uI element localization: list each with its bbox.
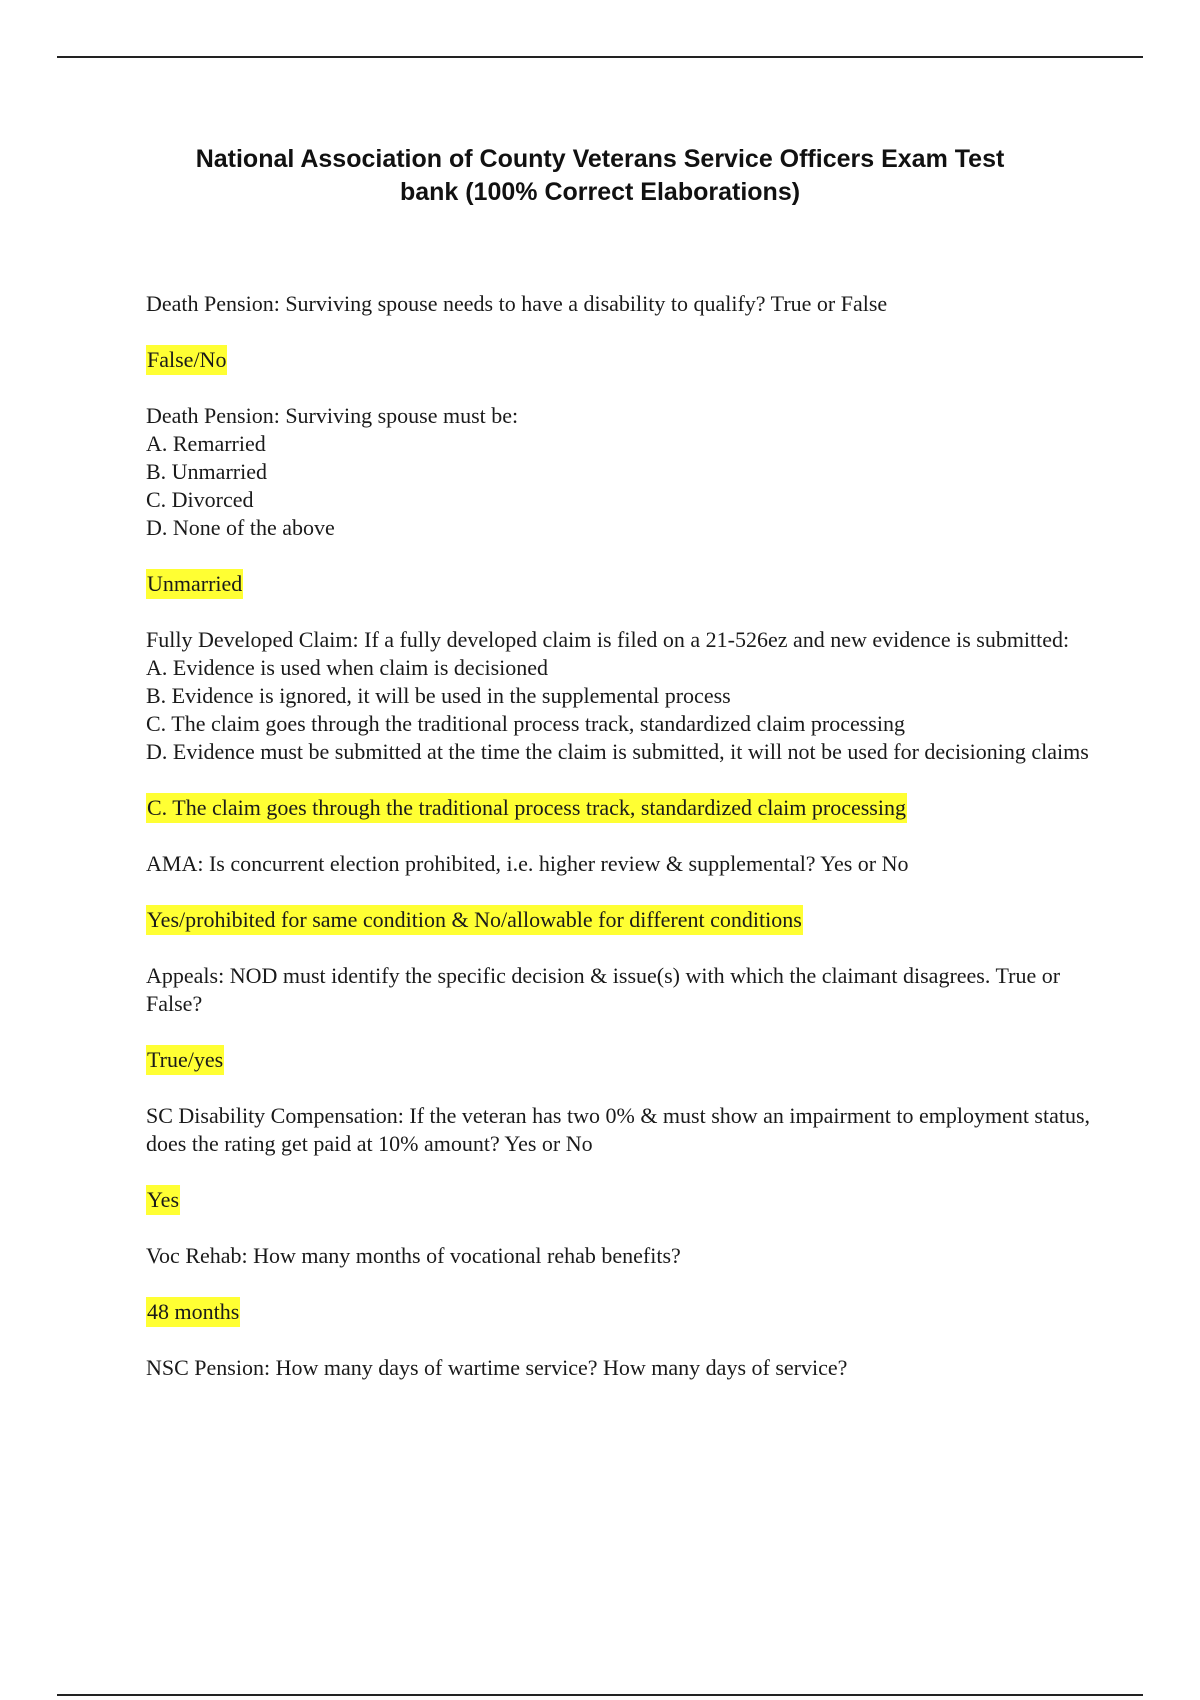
option-item: B. Unmarried	[146, 459, 267, 484]
option-list	[146, 654, 1091, 766]
qa-item-3	[146, 626, 1091, 822]
question-text: Voc Rehab: How many months of vocational rehab benefits?	[146, 1243, 681, 1268]
answer-text	[146, 906, 1091, 934]
option-item: C. Divorced	[146, 487, 254, 512]
question-text: NSC Pension: How many days of wartime service? How many days of service?	[146, 1355, 848, 1380]
answer-highlight: Yes	[146, 1185, 180, 1215]
option-item: C. The claim goes through the traditional process track, standardized claim processing	[146, 711, 905, 736]
question-text: Death Pension: Surviving spouse needs to have a disability to qualify? True or False	[146, 291, 888, 316]
question-text: Appeals: NOD must identify the specific decision & issue(s) with which the claimant disagrees. True or False?	[146, 963, 1061, 1016]
qa-item-6	[146, 1102, 1091, 1214]
qa-item-1	[146, 290, 1091, 374]
answer-highlight: Unmarried	[146, 569, 243, 599]
qa-item-7	[146, 1242, 1091, 1326]
title-line-2: bank (100% Correct Elaborations)	[399, 178, 801, 206]
question-text: AMA: Is concurrent election prohibited, i.e. higher review & supplemental? Yes or No	[146, 851, 909, 876]
answer-highlight: Yes/prohibited for same condition & No/allowable for different conditions	[146, 905, 803, 935]
answer-highlight: 48 months	[146, 1297, 240, 1327]
question-text: Fully Developed Claim: If a fully developed claim is filed on a 21-526ez and new evidence is submitted:	[146, 627, 1070, 652]
title-line-1: National Association of County Veterans Service Officers Exam Test	[195, 145, 1005, 173]
qa-item-4	[146, 850, 1091, 934]
answer-text	[146, 570, 1091, 598]
option-item: A. Evidence is used when claim is decisioned	[146, 655, 549, 680]
answer-highlight: False/No	[146, 345, 227, 375]
document-title	[150, 143, 1050, 209]
qa-item-8	[146, 1354, 1091, 1382]
qa-item-5	[146, 962, 1091, 1074]
option-item: D. Evidence must be submitted at the time the claim is submitted, it will not be used for decisioning claims	[146, 739, 1089, 764]
answer-highlight: True/yes	[146, 1045, 224, 1075]
answer-highlight: C. The claim goes through the traditional process track, standardized claim processing	[146, 793, 907, 823]
question-list	[146, 290, 1091, 1382]
question-text: SC Disability Compensation: If the veteran has two 0% & must show an impairment to employment status, does the rating get paid at 10% amount? Yes or No	[146, 1103, 1091, 1156]
answer-text	[146, 1298, 1091, 1326]
option-item: A. Remarried	[146, 431, 266, 456]
option-item: B. Evidence is ignored, it will be used in the supplemental process	[146, 683, 731, 708]
answer-text	[146, 346, 1091, 374]
option-list	[146, 430, 1091, 542]
answer-text	[146, 1186, 1091, 1214]
answer-text	[146, 794, 1091, 822]
question-text: Death Pension: Surviving spouse must be:	[146, 403, 519, 428]
top-rule	[57, 56, 1143, 58]
answer-text	[146, 1046, 1091, 1074]
qa-item-2	[146, 402, 1091, 598]
bottom-rule	[57, 1694, 1143, 1696]
option-item: D. None of the above	[146, 515, 335, 540]
